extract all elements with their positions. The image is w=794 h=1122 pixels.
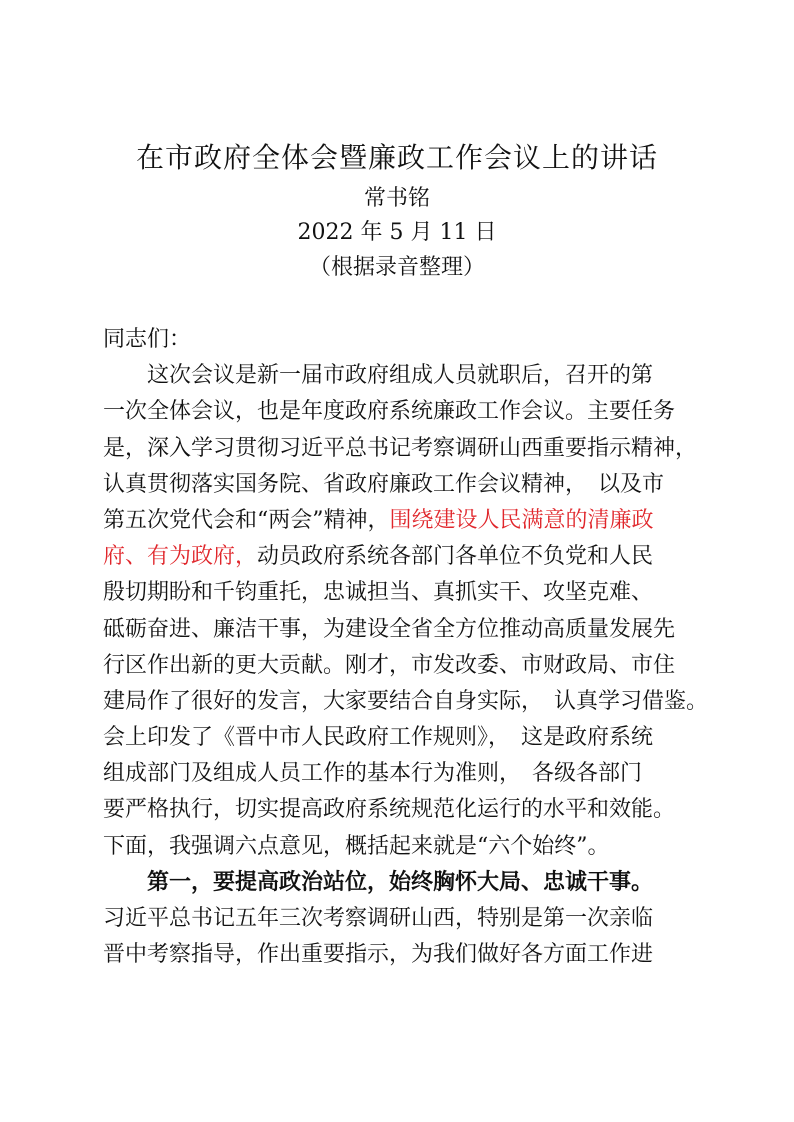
text-line: 建局作了很好的发言，大家要结合自身实际， 认真学习借鉴。 [103, 688, 709, 714]
text-line: 这次会议是新一届市政府组成人员就职后，召开的第 [147, 363, 654, 389]
document-title: 在市政府全体会暨廉政工作会议上的讲话 [135, 141, 658, 174]
text-segment: 动员政府系统各部门各单位不负党和人民 [257, 544, 654, 570]
salutation: 同志们： [103, 327, 192, 352]
text-line: 殷切期盼和千钧重托，忠诚担当、真抓实干、攻坚克难、 [103, 580, 654, 606]
text-line: 认真贯彻落实国务院、省政府廉政工作会议精神， 以及市 [103, 471, 665, 497]
highlighted-text: 围绕建设人民满意的清廉政 [389, 507, 654, 533]
paragraph-intro [103, 358, 723, 865]
section-one [103, 865, 723, 974]
author-name: 常书铭 [363, 186, 430, 211]
document-body [103, 322, 723, 973]
transcription-note: （根据录音整理） [308, 255, 485, 280]
text-line: 要严格执行，切实提高政府系统规范化运行的水平和效能。 [103, 797, 676, 823]
highlighted-text: 府、有为政府， [103, 544, 258, 570]
text-line: 晋中考察指导，作出重要指示，为我们做好各方面工作进 [103, 942, 654, 968]
section-heading: 第一，要提高政治站位，始终胸怀大局、忠诚干事。 [147, 869, 654, 895]
text-line [103, 539, 723, 575]
text-line: 会上印发了《晋中市人民政府工作规则》， 这是政府系统 [103, 725, 654, 751]
text-line: 砥砺奋进、廉洁干事，为建设全省全方位推动高质量发展先 [103, 616, 676, 642]
speech-date: 2022 年 5 月 11 日 [297, 220, 497, 245]
text-line: 组成部门及组成人员工作的基本行为准则， 各级各部门 [103, 761, 643, 787]
text-line: 行区作出新的更大贡献。刚才，市发改委、市财政局、市住 [103, 652, 676, 678]
text-line: 下面，我强调六点意见，概括起来就是“六个始终”。 [103, 833, 610, 859]
text-line: 一次全体会议，也是年度政府系统廉政工作会议。主要任务 [103, 399, 676, 425]
text-line: 是，深入学习贯彻习近平总书记考察调研山西重要指示精神， [103, 435, 698, 461]
text-line: 习近平总书记五年三次考察调研山西，特别是第一次亲临 [103, 906, 654, 931]
text-segment: 第五次党代会和“两会”精神， [103, 507, 390, 533]
text-line [103, 503, 723, 539]
